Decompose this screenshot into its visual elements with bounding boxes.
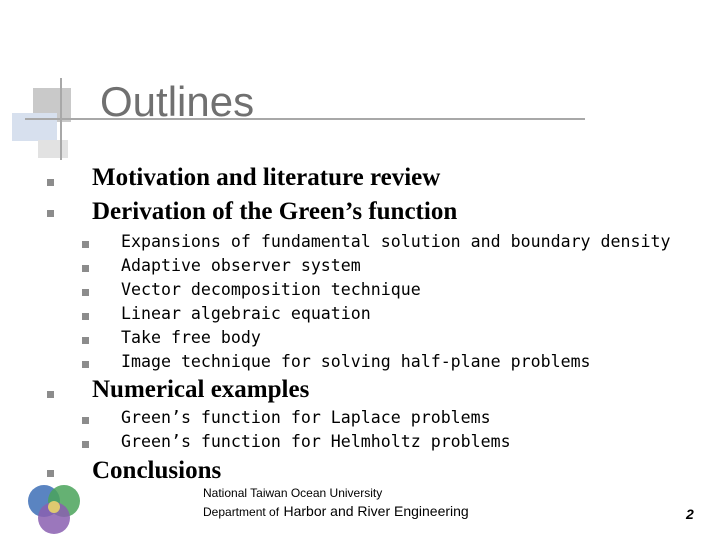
footer-university: National Taiwan Ocean University	[203, 486, 383, 500]
outline-item-conclusions: Conclusions	[92, 457, 222, 484]
outline-subitem: Linear algebraic equation	[121, 304, 371, 323]
outline-subitem: Green’s function for Laplace problems	[121, 408, 491, 427]
sub-bullet-icon	[82, 241, 89, 248]
outline-item-derivation: Derivation of the Green’s function	[92, 198, 458, 225]
sub-bullet-icon	[82, 361, 89, 368]
bullet-icon	[47, 391, 54, 398]
bullet-icon	[47, 470, 54, 477]
outline-item-numerical-examples: Numerical examples	[92, 376, 310, 403]
outline-subitem: Expansions of fundamental solution and boundary density	[121, 232, 671, 251]
outline-subitem: Green’s function for Helmholtz problems	[121, 432, 511, 451]
outline-subitem: Adaptive observer system	[121, 256, 361, 275]
title-decoration-block	[38, 140, 68, 158]
outline-subitem: Take free body	[121, 328, 261, 347]
sub-bullet-icon	[82, 313, 89, 320]
outline-subitem: Vector decomposition technique	[121, 280, 421, 299]
bullet-icon	[47, 179, 54, 186]
sub-bullet-icon	[82, 441, 89, 448]
outline-subitem: Image technique for solving half-plane problems	[121, 352, 591, 371]
bullet-icon	[47, 210, 54, 217]
outline-item-motivation: Motivation and literature review	[92, 164, 441, 191]
page-number: 2	[686, 506, 694, 522]
sub-bullet-icon	[82, 265, 89, 272]
university-logo	[24, 479, 84, 539]
footer-department-prefix: Department of	[203, 505, 280, 519]
footer-department-name: Harbor and River Engineering	[283, 503, 469, 519]
sub-bullet-icon	[82, 417, 89, 424]
sub-bullet-icon	[82, 337, 89, 344]
slide-title: Outlines	[100, 78, 255, 125]
sub-bullet-icon	[82, 289, 89, 296]
footer-department	[203, 503, 469, 521]
